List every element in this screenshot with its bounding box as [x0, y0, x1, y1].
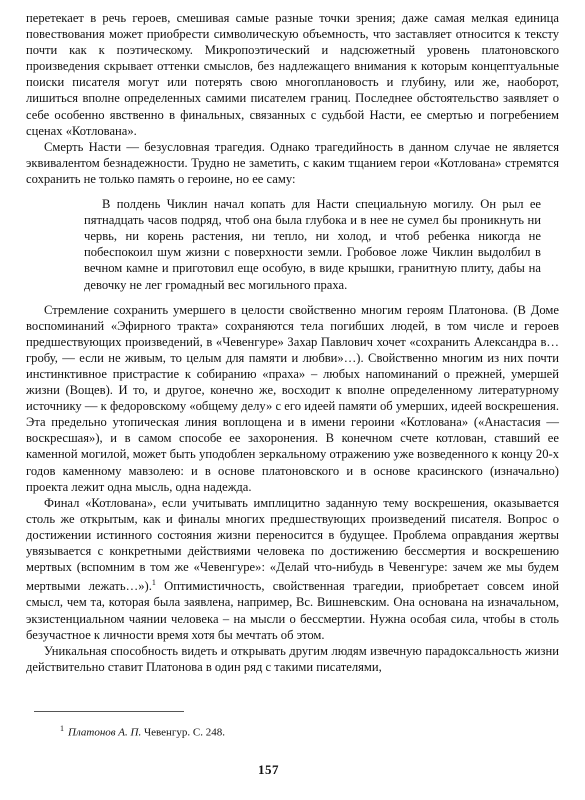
footnote-reference: 1 [151, 578, 156, 588]
footnote-text: Чевенгур. С. 248. [141, 726, 225, 739]
footnote-author: Платонов А. П. [68, 726, 142, 739]
paragraph-4-text-a: Финал «Котлована», если учитывать имплицитно заданную тему воскрешения, оказывается столь же открытым, как и финалы многих предшествующих произведений писателя. Вопрос о достижении истинного состояния жизни переносится в будущее. Проблема оправдания жертвы увязывается с конкретными действиями человека по достижению бессмертия и воскрешению мертвых (вспомним в том же «Чевенгуре»: «Делай что-нибудь в Чевенгуре: зачем же мы будем мертвыми лежать…»). [26, 495, 559, 594]
page-number: 157 [258, 762, 279, 777]
footnote-separator [34, 711, 184, 712]
paragraph-5: Уникальная способность видеть и открывать другим людям извечную парадоксальность жизни действительно ставит Платонова в один ряд с такими писателями, [26, 643, 559, 674]
paragraph-4 [26, 495, 559, 643]
paragraph-2: Смерть Насти — безусловная трагедия. Однако трагедийность в данном случае не является эквивалентом безнадежности. Трудно не заметить, с каким тщанием герои «Котлована» стремятся сохранить не только память о героине, но ее саму: [26, 139, 559, 186]
paragraph-4-text-b: Оптимистичность, свойственная трагедии, приобретает совсем иной смысл, чем та, которая была заявлена, например, Вс. Вишневским. Она основана на изначальном, экзистенциальном чаянии человека – на мысли о бессмертии. Нужна особая сила, чтобы в столь безучастное к личности время хотя бы мечтать об этом. [26, 579, 559, 642]
block-quote: В полдень Чиклин начал копать для Насти специальную могилу. Он рыл ее пятнадцать часов подряд, чтоб она была глубока и в нее не сумел бы проникнуть ни червь, ни корень растения, ни тепло, ни холод, и чтоб ребенка никогда не побеспокоил шум жизни с поверхности земли. Гробовое ложе Чиклин выдолбил в вечном камне и приготовил еще особую, в виде крышки, гранитную плиту, дабы на девочку не лег громадный вес могильного праха. [84, 197, 541, 292]
page-body [26, 10, 559, 675]
footnote-mark: 1 [60, 724, 64, 733]
footnote [60, 722, 540, 740]
paragraph-3: Стремление сохранить умершего в целости свойственно многим героям Платонова. (В Доме воспоминаний «Эфирного тракта» сохраняются тела погибших людей, в том числе и героев предшествующих произведений, в «Чевенгуре» Захар Павлович хочет «сохранить Александра в… гробу, — если не живым, то целым для памяти и любви»…). Свойственно многим из них почти инстинктивное пристрастие к собиранию «праха» – любых напоминаний о прежней, умершей жизни (Вощев). И то, и другое, конечно же, восходит к вполне определенному литературному источнику — к федоровскому «общему делу» с его идеей памяти об умерших, идеей воскрешения. Эта предельно утопическая линия воплощена и в имени героини «Котлована» («Анастасия — воскресшая»), и в самом способе ее захоронения. В конечном счете котлован, ставший ее каменной могилой, может быть уподоблен зеркальному отражению уже возведенного к концу 20-х годов каменному мавзолею: и в основе платоновского и в основе красинского (изначально) проекта лежит одна мысль, одна надежда. [26, 302, 559, 494]
paragraph-1: перетекает в речь героев, смешивая самые разные точки зрения; даже самая мелкая единица повествования может приобрести символическую объемность, что заставляет относится к тексту почти как к поэтическому. Микропоэтический и надсюжетный уровень платоновского произведения скрывает оттенки смыслов, без надлежащего внимания к которым концептуальные поиски писателя могут или потерять свою многоплановость и глубину, или же, наоборот, лишиться вполне определенных самими писателем границ. Последнее обстоятельство заявляет о себе особенно явственно в финальных, связанных с судьбой Насти, ее смертью и погребением сценах «Котлована». [26, 11, 559, 138]
